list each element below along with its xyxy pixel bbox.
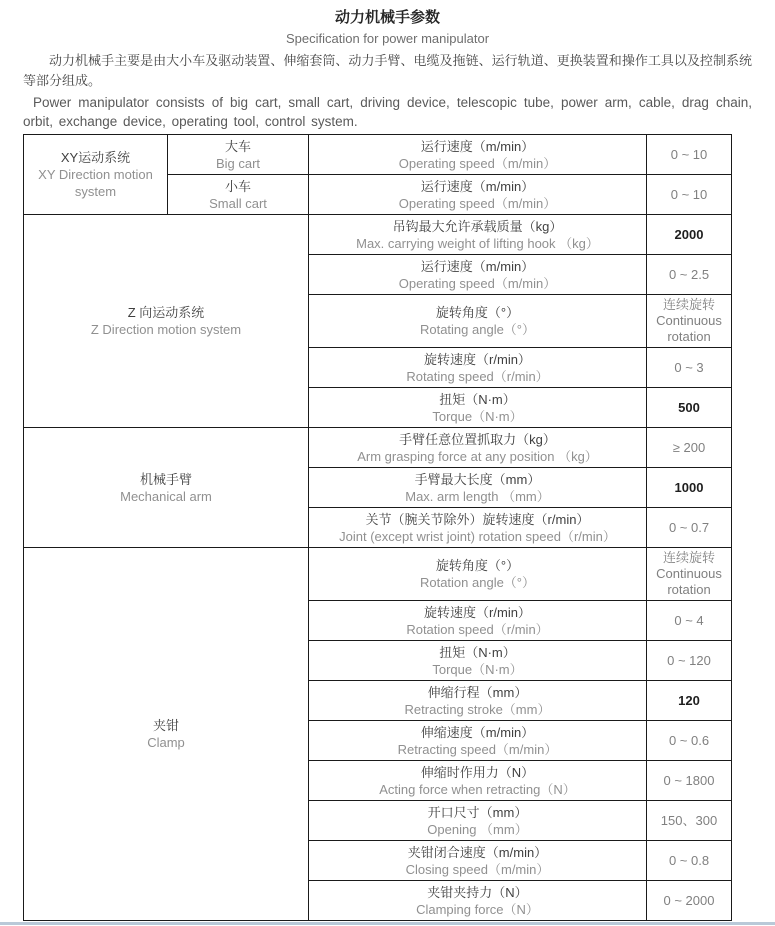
page-bottom-edge (0, 922, 775, 925)
subcategory-en: Big cart (215, 155, 261, 171)
value-cell (647, 255, 732, 295)
value: 500 (678, 399, 700, 415)
value-cell (647, 801, 732, 841)
parameter-en: Rotation speed（r/min） (406, 621, 549, 637)
value-cell (647, 508, 732, 548)
section-label-z (24, 215, 309, 428)
value: 0 ~ 0.6 (668, 732, 710, 748)
parameter-zh: 手臂最大长度（mm） (414, 471, 541, 487)
value-cell (647, 175, 732, 215)
value-cell (647, 548, 732, 601)
parameter-en: Closing speed（m/min） (405, 861, 550, 877)
subcategory-zh: 大车 (224, 138, 251, 154)
parameter-en: Opening （mm） (427, 821, 528, 837)
page-title: 动力机械手参数 (334, 9, 440, 26)
parameter-zh: 夹钳闭合速度（m/min） (407, 844, 548, 860)
parameter-zh: 旋转角度（°） (435, 558, 520, 573)
value-cell (647, 295, 732, 348)
parameter-en: Rotation angle（°） (419, 575, 536, 590)
parameter-en: Operating speed（m/min） (398, 195, 557, 211)
value: 120 (678, 692, 700, 708)
parameter-zh: 夹钳夹持力（N） (427, 884, 528, 900)
section-label-mechanical-arm (24, 428, 309, 548)
value: 0 ~ 2.5 (668, 266, 710, 282)
parameter-en: Clamping force（N） (416, 901, 539, 917)
parameter-zh: 运行速度（m/min） (420, 138, 535, 154)
value: 0 ~ 0.7 (668, 519, 710, 535)
value-cell (647, 215, 732, 255)
value: 0 ~ 0.8 (668, 852, 710, 868)
parameter-en: Acting force when retracting（N） (379, 781, 576, 797)
value: ≥ 200 (672, 439, 706, 455)
value-cell (647, 348, 732, 388)
value: 0 ~ 4 (674, 612, 704, 628)
value-cell (647, 135, 732, 175)
parameter-en: Joint (except wrist joint) rotation speed（r/min） (339, 528, 616, 544)
parameter-zh: 旋转角度（°） (435, 305, 520, 320)
value: 0 ~ 10 (670, 146, 708, 162)
value: 0 ~ 10 (670, 186, 708, 202)
parameter-cell (309, 841, 647, 881)
subcategory-big-cart (168, 135, 309, 175)
value-en: Continuous rotation (656, 566, 722, 597)
parameter-cell (309, 295, 647, 348)
parameter-cell (309, 761, 647, 801)
parameter-en: Rotating angle（°） (419, 322, 536, 337)
value-cell (647, 681, 732, 721)
section-label-en: XY Direction motion system (38, 167, 153, 199)
parameter-zh: 手臂任意位置抓取力（kg） (399, 431, 556, 447)
section-label-xy (24, 135, 168, 215)
parameter-en: Retracting stroke（mm） (404, 701, 551, 717)
table-row (24, 428, 732, 468)
parameter-en: Arm grasping force at any position （kg） (357, 448, 598, 464)
value-cell (647, 841, 732, 881)
value: 0 ~ 120 (667, 652, 711, 668)
document-page (0, 8, 775, 921)
subcategory-zh: 小车 (224, 178, 251, 194)
parameter-en: Max. arm length （mm） (405, 488, 550, 504)
value-en: Continuous rotation (656, 313, 722, 344)
parameter-cell (309, 721, 647, 761)
intro-paragraph-zh: 动力机械手主要是由大小车及驱动装置、伸缩套筒、动力手臂、电缆及拖链、运行轨道、更换装置和操作工具以及控制系统等部分组成。 (23, 53, 752, 88)
parameter-zh: 伸缩时作用力（N） (420, 764, 535, 780)
value-cell (647, 761, 732, 801)
value: 0 ~ 1800 (663, 772, 715, 788)
section-label-zh: 机械手臂 (139, 471, 192, 487)
value-cell (647, 601, 732, 641)
section-label-en: Z Direction motion system (90, 322, 242, 337)
value-cell (647, 388, 732, 428)
value-zh: 连续旋转 (662, 550, 715, 565)
value-cell (647, 468, 732, 508)
subcategory-small-cart (168, 175, 309, 215)
parameter-en: Operating speed（m/min） (398, 155, 557, 171)
parameter-en: Retracting speed（m/min） (397, 741, 558, 757)
page-subtitle: Specification for power manipulator (285, 31, 490, 46)
parameter-cell (309, 388, 647, 428)
value-cell (647, 881, 732, 921)
section-label-zh: XY运动系统 (60, 150, 131, 165)
parameter-en: Torque（N·m） (432, 661, 523, 677)
spec-table (23, 134, 732, 921)
parameter-zh: 关节（腕关节除外）旋转速度（r/min） (365, 511, 590, 527)
value-zh: 连续旋转 (662, 297, 715, 312)
parameter-zh: 吊钩最大允许承载质量（kg） (392, 218, 563, 234)
parameter-cell (309, 255, 647, 295)
parameter-en: Operating speed（m/min） (398, 275, 557, 291)
parameter-cell (309, 428, 647, 468)
value-cell (647, 641, 732, 681)
value: 0 ~ 3 (674, 359, 704, 375)
parameter-zh: 开口尺寸（mm） (427, 804, 528, 820)
parameter-cell (309, 881, 647, 921)
value: 0 ~ 2000 (663, 892, 715, 908)
parameter-en: Rotating speed（r/min） (406, 368, 549, 384)
value-cell (647, 428, 732, 468)
section-label-zh: Z 向运动系统 (127, 305, 205, 320)
parameter-cell (309, 135, 647, 175)
parameter-cell (309, 348, 647, 388)
parameter-cell (309, 681, 647, 721)
parameter-zh: 旋转速度（r/min） (424, 604, 531, 620)
parameter-cell (309, 548, 647, 601)
parameter-en: Max. carrying weight of lifting hook （kg） (356, 235, 599, 251)
parameter-cell (309, 215, 647, 255)
table-row (24, 215, 732, 255)
table-row (24, 135, 732, 175)
subcategory-en: Small cart (209, 195, 267, 211)
intro-paragraph-en: Power manipulator consists of big cart, small cart, driving device, telescopic tube, power arm, cable, drag chain, orbit, exchange device, operating tool, control system. (23, 95, 752, 129)
value: 150、300 (660, 812, 718, 828)
value-cell (647, 721, 732, 761)
parameter-zh: 伸缩速度（m/min） (420, 724, 535, 740)
section-label-en: Mechanical arm (120, 488, 212, 504)
parameter-zh: 旋转速度（r/min） (424, 351, 531, 367)
parameter-zh: 运行速度（m/min） (420, 258, 535, 274)
parameter-cell (309, 641, 647, 681)
table-row (24, 548, 732, 601)
parameter-zh: 扭矩（N·m） (439, 391, 516, 407)
parameter-cell (309, 508, 647, 548)
parameter-zh: 伸缩行程（mm） (427, 684, 528, 700)
value: 1000 (674, 479, 704, 495)
parameter-zh: 扭矩（N·m） (439, 644, 516, 660)
value: 2000 (674, 226, 704, 242)
parameter-cell (309, 801, 647, 841)
parameter-cell (309, 468, 647, 508)
parameter-zh: 运行速度（m/min） (420, 178, 535, 194)
section-label-zh: 夹钳 (152, 718, 179, 733)
parameter-cell (309, 601, 647, 641)
section-label-en: Clamp (147, 735, 185, 750)
parameter-en: Torque（N·m） (432, 408, 523, 424)
parameter-cell (309, 175, 647, 215)
section-label-clamp (24, 548, 309, 921)
